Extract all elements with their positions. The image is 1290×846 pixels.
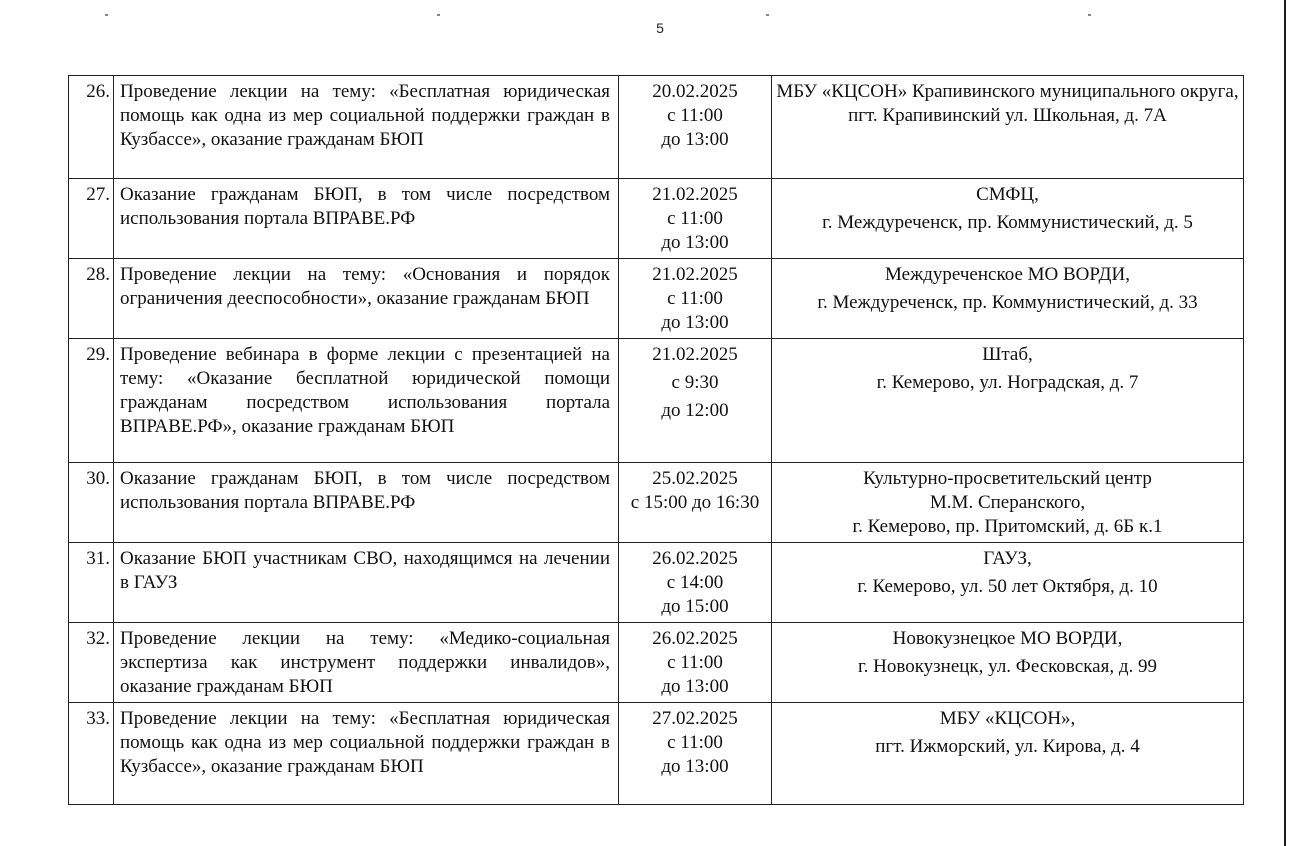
event-place <box>772 543 1244 623</box>
row-number: 29. <box>69 339 114 463</box>
table-row <box>69 259 1244 339</box>
event-time-from: с 11:00 <box>667 105 723 126</box>
row-number: 31. <box>69 543 114 623</box>
event-description: Проведение вебинара в форме лекции с презентацией на тему: «Оказание бесплатной юридической помощи гражданам посредством использования портала ВПРАВЕ.РФ», оказание гражданам БЮП <box>114 339 619 463</box>
page-edge-line <box>1284 0 1286 846</box>
event-datetime <box>619 339 772 463</box>
place-name: МБУ «КЦСОН» Крапивинского муниципального округа, <box>776 81 1239 102</box>
event-datetime <box>619 463 772 543</box>
event-datetime <box>619 543 772 623</box>
event-time-to: до 13:00 <box>661 312 729 333</box>
place-name: Междуреченское МО ВОРДИ, <box>885 264 1130 285</box>
table-row <box>69 76 1244 179</box>
table-row <box>69 463 1244 543</box>
scan-speck <box>437 14 440 16</box>
event-date: 27.02.2025 <box>652 708 738 729</box>
event-place <box>772 703 1244 805</box>
event-date: 20.02.2025 <box>652 81 738 102</box>
event-description: Проведение лекции на тему: «Медико-социальная экспертиза как инструмент поддержки инвалидов», оказание гражданам БЮП <box>114 623 619 703</box>
event-description: Оказание гражданам БЮП, в том числе посредством использования портала ВПРАВЕ.РФ <box>114 179 619 259</box>
place-name: М.М. Сперанского, <box>929 492 1086 513</box>
event-time-from: с 11:00 <box>667 208 723 229</box>
event-datetime <box>619 76 772 179</box>
event-time-to: до 13:00 <box>661 676 729 697</box>
event-date: 21.02.2025 <box>652 264 738 285</box>
event-time-from: с 11:00 <box>667 288 723 309</box>
scan-speck <box>105 14 108 16</box>
event-datetime <box>619 179 772 259</box>
event-place <box>772 76 1244 179</box>
event-time-from: с 11:00 <box>667 652 723 673</box>
place-address: г. Междуреченск, пр. Коммунистический, д. 33 <box>817 292 1198 313</box>
table-row <box>69 703 1244 805</box>
event-datetime <box>619 703 772 805</box>
event-time-to: до 12:00 <box>661 400 729 421</box>
place-address: г. Междуреченск, пр. Коммунистический, д. 5 <box>822 212 1193 233</box>
event-time-from: с 14:00 <box>666 572 724 593</box>
place-address: г. Кемерово, пр. Притомский, д. 6Б к.1 <box>852 516 1163 537</box>
table-row <box>69 543 1244 623</box>
row-number: 26. <box>69 76 114 179</box>
event-place <box>772 259 1244 339</box>
place-address: г. Кемерово, ул. Ноградская, д. 7 <box>876 372 1139 393</box>
place-name: МБУ «КЦСОН», <box>939 708 1076 729</box>
place-name: ГАУЗ, <box>983 548 1032 569</box>
event-place <box>772 623 1244 703</box>
place-address: пгт. Ижморский, ул. Кирова, д. 4 <box>875 736 1140 757</box>
page-number: 5 <box>656 20 664 36</box>
event-description: Оказание гражданам БЮП, в том числе посредством использования портала ВПРАВЕ.РФ <box>114 463 619 543</box>
scan-speck <box>766 14 769 16</box>
event-place <box>772 463 1244 543</box>
row-number: 27. <box>69 179 114 259</box>
event-time-to: до 13:00 <box>661 232 729 253</box>
event-time-from: с 11:00 <box>667 732 723 753</box>
row-number: 28. <box>69 259 114 339</box>
event-description: Оказание БЮП участникам СВО, находящимся на лечении в ГАУЗ <box>114 543 619 623</box>
event-description: Проведение лекции на тему: «Основания и порядок ограничения дееспособности», оказание гражданам БЮП <box>114 259 619 339</box>
event-time-to: до 15:00 <box>661 596 729 617</box>
event-date: 21.02.2025 <box>652 184 738 205</box>
table-row <box>69 623 1244 703</box>
place-name: СМФЦ, <box>976 184 1039 205</box>
event-place <box>772 179 1244 259</box>
row-number: 33. <box>69 703 114 805</box>
place-name: Культурно-просветительский центр <box>863 468 1152 489</box>
table-row <box>69 339 1244 463</box>
event-description: Проведение лекции на тему: «Бесплатная юридическая помощь как одна из мер социальной поддержки граждан в Кузбассе», оказание гражданам БЮП <box>114 76 619 179</box>
place-address: г. Новокузнецк, ул. Фесковская, д. 99 <box>857 656 1158 677</box>
row-number: 32. <box>69 623 114 703</box>
place-name: Штаб, <box>982 344 1033 365</box>
event-date: 25.02.2025 <box>652 468 738 489</box>
place-address: г. Кемерово, ул. 50 лет Октября, д. 10 <box>857 576 1158 597</box>
table-row <box>69 179 1244 259</box>
event-datetime <box>619 259 772 339</box>
event-date: 21.02.2025 <box>652 344 738 365</box>
place-address: пгт. Крапивинский ул. Школьная, д. 7А <box>848 105 1167 126</box>
event-datetime <box>619 623 772 703</box>
scan-speck <box>1088 14 1091 16</box>
events-table <box>68 75 1244 805</box>
place-name: Новокузнецкое МО ВОРДИ, <box>892 628 1123 649</box>
event-date: 26.02.2025 <box>652 548 738 569</box>
row-number: 30. <box>69 463 114 543</box>
event-place <box>772 339 1244 463</box>
event-time-from: с 9:30 <box>671 372 719 393</box>
event-time-to: до 13:00 <box>661 756 729 777</box>
event-time-to: до 13:00 <box>661 129 729 150</box>
event-time-range: с 15:00 до 16:30 <box>630 492 760 513</box>
event-date: 26.02.2025 <box>652 628 738 649</box>
event-description: Проведение лекции на тему: «Бесплатная юридическая помощь как одна из мер социальной поддержки граждан в Кузбассе», оказание гражданам БЮП <box>114 703 619 805</box>
